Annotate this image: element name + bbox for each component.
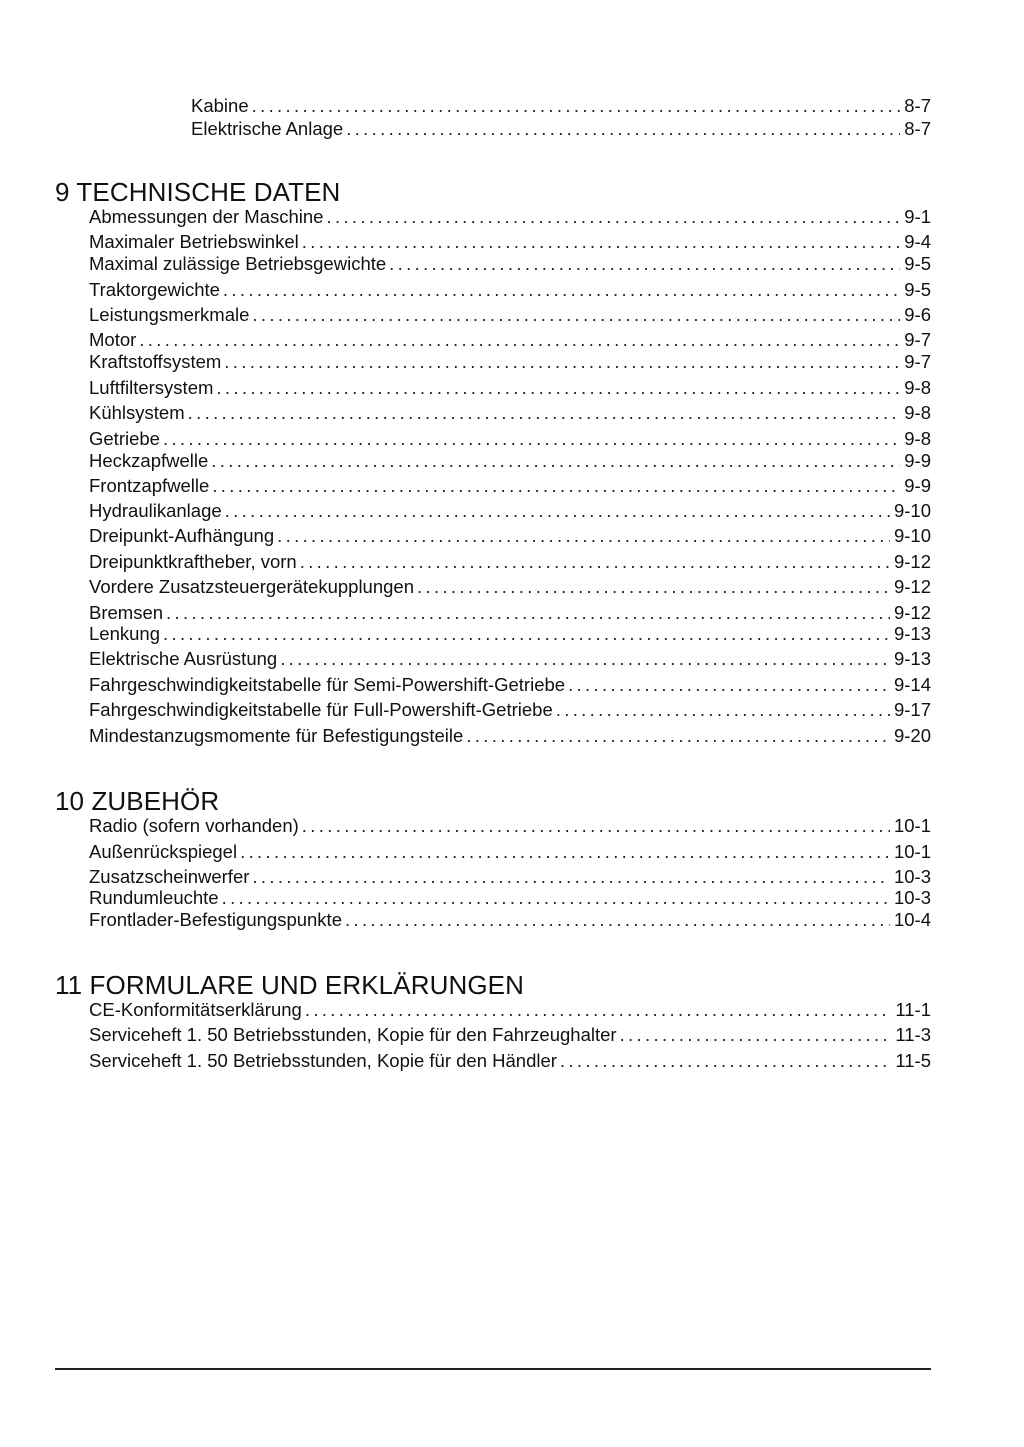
section-heading[interactable]: 11 FORMULARE UND ERKLÄRUNGEN xyxy=(55,970,524,1000)
toc-entry-page: 10-1 xyxy=(893,815,931,836)
toc-entry-page: 9-9 xyxy=(904,450,931,471)
toc-entry-page: 10-3 xyxy=(893,866,931,887)
toc-entry-page: 9-20 xyxy=(893,725,931,746)
toc-entry-label: Luftfiltersystem xyxy=(89,377,214,398)
toc-entry-label: Elektrische Anlage xyxy=(191,118,344,139)
toc-entry-label: Maximaler Betriebswinkel xyxy=(89,231,299,252)
toc-entry-label: Frontzapfwelle xyxy=(89,475,210,496)
dot-leader xyxy=(389,252,900,276)
toc-entry-label: Radio (sofern vorhanden) xyxy=(89,815,299,836)
dot-leader xyxy=(223,278,900,302)
toc-entry[interactable] xyxy=(89,1049,931,1073)
toc-entry-label: Außenrückspiegel xyxy=(89,841,238,862)
toc-entry-page: 9-17 xyxy=(893,699,931,720)
toc-entry-page: 9-6 xyxy=(904,304,931,325)
toc-entry[interactable] xyxy=(89,647,931,671)
toc-entry[interactable] xyxy=(89,673,931,697)
dot-leader xyxy=(188,401,901,425)
toc-entry-label: Dreipunkt-Aufhängung xyxy=(89,525,275,546)
toc-entry-label: Vordere Zusatzsteuergerätekupplungen xyxy=(89,576,414,597)
dot-leader xyxy=(345,908,890,932)
toc-entry-label: Fahrgeschwindigkeitstabelle für Semi-Powershift-Getriebe xyxy=(89,674,566,695)
toc-entry[interactable] xyxy=(89,814,931,838)
toc-entry[interactable] xyxy=(89,840,931,864)
toc-entry-page: 9-5 xyxy=(904,279,931,300)
section-heading[interactable]: 9 TECHNISCHE DATEN xyxy=(55,177,341,207)
toc-entry[interactable] xyxy=(89,550,931,574)
dot-leader xyxy=(211,449,900,473)
toc-entry-page: 9-8 xyxy=(904,428,931,449)
toc-entry[interactable] xyxy=(89,524,931,548)
toc-entry-page: 11-3 xyxy=(895,1024,931,1045)
toc-entry-page: 9-9 xyxy=(904,475,931,496)
toc-entry-page: 8-7 xyxy=(904,118,931,139)
toc-entry[interactable] xyxy=(89,499,931,523)
toc-entry-label: Serviceheft 1. 50 Betriebsstunden, Kopie für den Händler xyxy=(89,1050,557,1071)
toc-entry-page: 9-12 xyxy=(893,576,931,597)
toc-entry[interactable] xyxy=(191,117,931,141)
toc-entry-page: 9-13 xyxy=(893,648,931,669)
toc-entry[interactable] xyxy=(89,427,931,451)
toc-entry-page: 9-10 xyxy=(893,500,931,521)
toc-entry-label: Abmessungen der Maschine xyxy=(89,206,324,227)
toc-entry-page: 9-7 xyxy=(904,329,931,350)
dot-leader xyxy=(302,230,901,254)
footer-rule xyxy=(55,1368,931,1370)
toc-entry-label: Frontlader-Befestigungspunkte xyxy=(89,909,342,930)
toc-entry[interactable] xyxy=(89,998,931,1022)
toc-entry-page: 9-14 xyxy=(893,674,931,695)
toc-entry-label: Serviceheft 1. 50 Betriebsstunden, Kopie für den Fahrzeughalter xyxy=(89,1024,617,1045)
toc-entry-label: Motor xyxy=(89,329,137,350)
dot-leader xyxy=(222,886,890,910)
toc-entry[interactable] xyxy=(89,205,931,229)
section-heading[interactable]: 10 ZUBEHÖR xyxy=(55,786,220,816)
dot-leader xyxy=(216,376,900,400)
toc-entry[interactable] xyxy=(89,698,931,722)
toc-entry-label: Hydraulikanlage xyxy=(89,500,222,521)
toc-entry[interactable] xyxy=(89,886,931,910)
toc-entry-label: Fahrgeschwindigkeitstabelle für Full-Powershift-Getriebe xyxy=(89,699,553,720)
toc-entry[interactable] xyxy=(89,724,931,748)
dot-leader xyxy=(225,499,890,523)
dot-leader xyxy=(224,350,900,374)
toc-entry-page: 10-3 xyxy=(893,887,931,908)
dot-leader xyxy=(252,94,901,118)
toc-entry-page: 8-7 xyxy=(904,95,931,116)
toc-entry[interactable] xyxy=(89,449,931,473)
dot-leader xyxy=(326,205,900,229)
dot-leader xyxy=(466,724,890,748)
dot-leader xyxy=(560,1049,891,1073)
toc-entry-page: 9-7 xyxy=(904,351,931,372)
toc-entry-label: Heckzapfwelle xyxy=(89,450,209,471)
toc-entry[interactable] xyxy=(89,1023,931,1047)
toc-entry[interactable] xyxy=(89,376,931,400)
dot-leader xyxy=(556,698,890,722)
toc-entry[interactable] xyxy=(89,350,931,374)
toc-entry-label: Maximal zulässige Betriebsgewichte xyxy=(89,253,387,274)
dot-leader xyxy=(300,550,890,574)
dot-leader xyxy=(302,814,890,838)
toc-entry[interactable] xyxy=(89,474,931,498)
toc-entry[interactable] xyxy=(89,230,931,254)
toc-entry[interactable] xyxy=(191,94,931,118)
toc-entry-page: 9-4 xyxy=(904,231,931,252)
toc-entry[interactable] xyxy=(89,278,931,302)
toc-entry-page: 9-10 xyxy=(893,525,931,546)
toc-entry-label: Rundumleuchte xyxy=(89,887,219,908)
dot-leader xyxy=(252,303,900,327)
toc-entry-label: Elektrische Ausrüstung xyxy=(89,648,278,669)
toc-entry[interactable] xyxy=(89,328,931,352)
toc-entry-page: 10-4 xyxy=(893,909,931,930)
toc-entry-page: 10-1 xyxy=(893,841,931,862)
toc-entry-label: Kraftstoffsystem xyxy=(89,351,222,372)
dot-leader xyxy=(139,328,900,352)
toc-entry-page: 9-8 xyxy=(904,377,931,398)
dot-leader xyxy=(163,622,890,646)
toc-entry-label: Getriebe xyxy=(89,428,160,449)
dot-leader xyxy=(163,427,900,451)
toc-entry-page: 9-13 xyxy=(893,623,931,644)
toc-entry[interactable] xyxy=(89,303,931,327)
toc-entry[interactable] xyxy=(89,622,931,646)
toc-entry-page: 9-5 xyxy=(904,253,931,274)
toc-entry-label: Lenkung xyxy=(89,623,160,644)
toc-entry[interactable] xyxy=(89,908,931,932)
dot-leader xyxy=(240,840,890,864)
toc-entry-label: Traktorgewichte xyxy=(89,279,220,300)
dot-leader xyxy=(305,998,892,1022)
toc-entry-page: 9-1 xyxy=(904,206,931,227)
dot-leader xyxy=(620,1023,892,1047)
dot-leader xyxy=(212,474,900,498)
toc-entry-label: Leistungsmerkmale xyxy=(89,304,250,325)
toc-entry-page: 9-12 xyxy=(893,602,931,623)
toc-entry[interactable] xyxy=(89,401,931,425)
toc-entry[interactable] xyxy=(89,252,931,276)
toc-entry-page: 11-5 xyxy=(895,1050,931,1071)
dot-leader xyxy=(417,575,890,599)
dot-leader xyxy=(568,673,890,697)
toc-entry-label: Kabine xyxy=(191,95,249,116)
dot-leader xyxy=(346,117,900,141)
toc-entry-label: Dreipunktkraftheber, vorn xyxy=(89,551,297,572)
toc-entry-label: CE-Konformitätserklärung xyxy=(89,999,302,1020)
toc-entry-page: 9-8 xyxy=(904,402,931,423)
dot-leader xyxy=(280,647,890,671)
toc-entry[interactable] xyxy=(89,575,931,599)
toc-entry-page: 11-1 xyxy=(895,999,931,1020)
toc-entry-label: Kühlsystem xyxy=(89,402,185,423)
toc-entry-label: Zusatzscheinwerfer xyxy=(89,866,250,887)
toc-entry-page: 9-12 xyxy=(893,551,931,572)
toc-entry-label: Bremsen xyxy=(89,602,164,623)
toc-entry-label: Mindestanzugsmomente für Befestigungsteile xyxy=(89,725,464,746)
dot-leader xyxy=(277,524,890,548)
